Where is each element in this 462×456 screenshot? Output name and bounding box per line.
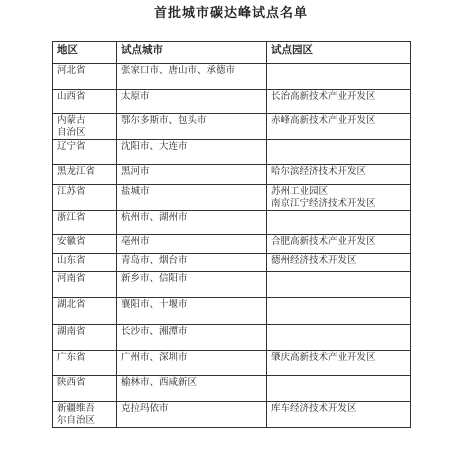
- cell-region: 黑龙江省: [53, 165, 117, 185]
- cell-parks: 长治高新技术产业开发区: [267, 90, 411, 114]
- cell-parks: 库车经济技术开发区: [267, 402, 411, 428]
- header-pilot-cities: 试点城市: [117, 42, 267, 64]
- table-row: [53, 402, 411, 428]
- cell-region: 河北省: [53, 64, 117, 90]
- table-row: [53, 235, 411, 254]
- cell-parks: [267, 211, 411, 235]
- cell-region: 新疆维吾 尔自治区: [53, 402, 117, 428]
- table-row: [53, 140, 411, 165]
- table-row: [53, 376, 411, 402]
- cell-parks: [267, 272, 411, 298]
- cell-cities: 新乡市、信阳市: [117, 272, 267, 298]
- cell-cities: 杭州市、湖州市: [117, 211, 267, 235]
- cell-parks: 哈尔滨经济技术开发区: [267, 165, 411, 185]
- cell-region: 陕西省: [53, 376, 117, 402]
- pilot-list-table: [52, 41, 411, 428]
- cell-region: 安徽省: [53, 235, 117, 254]
- cell-parks: [267, 140, 411, 165]
- cell-parks: 肇庆高新技术产业开发区: [267, 351, 411, 376]
- cell-cities: 克拉玛依市: [117, 402, 267, 428]
- table-row: [53, 64, 411, 90]
- table-row: [53, 325, 411, 351]
- cell-region: 湖南省: [53, 325, 117, 351]
- cell-region: 辽宁省: [53, 140, 117, 165]
- cell-cities: 亳州市: [117, 235, 267, 254]
- page-title: 首批城市碳达峰试点名单: [153, 6, 308, 21]
- cell-cities: 襄阳市、十堰市: [117, 298, 267, 325]
- cell-region: 山东省: [53, 254, 117, 272]
- cell-parks: [267, 298, 411, 325]
- table-row: [53, 90, 411, 114]
- table-row: [53, 272, 411, 298]
- header-region: 地区: [53, 42, 117, 64]
- cell-cities: 榆林市、西咸新区: [117, 376, 267, 402]
- table-row: [53, 165, 411, 185]
- cell-cities: 广州市、深圳市: [117, 351, 267, 376]
- cell-cities: 张家口市、唐山市、承德市: [117, 64, 267, 90]
- cell-cities: 沈阳市、大连市: [117, 140, 267, 165]
- cell-parks: 苏州工业园区 南京江宁经济技术开发区: [267, 185, 411, 211]
- table-row: [53, 185, 411, 211]
- cell-cities: 黑河市: [117, 165, 267, 185]
- table-row: [53, 114, 411, 140]
- cell-region: 湖北省: [53, 298, 117, 325]
- table-row: [53, 298, 411, 325]
- table-row: [53, 211, 411, 235]
- cell-parks: [267, 376, 411, 402]
- cell-cities: 鄂尔多斯市、包头市: [117, 114, 267, 140]
- cell-region: 山西省: [53, 90, 117, 114]
- cell-cities: 青岛市、烟台市: [117, 254, 267, 272]
- table-header-row: [53, 42, 411, 64]
- header-pilot-parks: 试点园区: [267, 42, 411, 64]
- cell-parks: 德州经济技术开发区: [267, 254, 411, 272]
- table-row: [53, 254, 411, 272]
- cell-parks: [267, 325, 411, 351]
- cell-region: 浙江省: [53, 211, 117, 235]
- cell-region: 广东省: [53, 351, 117, 376]
- cell-region: 江苏省: [53, 185, 117, 211]
- cell-cities: 盐城市: [117, 185, 267, 211]
- cell-parks: [267, 64, 411, 90]
- table-row: [53, 351, 411, 376]
- cell-region: 内蒙古 自治区: [53, 114, 117, 140]
- cell-parks: 赤峰高新技术产业开发区: [267, 114, 411, 140]
- cell-parks: 合肥高新技术产业开发区: [267, 235, 411, 254]
- cell-region: 河南省: [53, 272, 117, 298]
- cell-cities: 太原市: [117, 90, 267, 114]
- cell-cities: 长沙市、湘潭市: [117, 325, 267, 351]
